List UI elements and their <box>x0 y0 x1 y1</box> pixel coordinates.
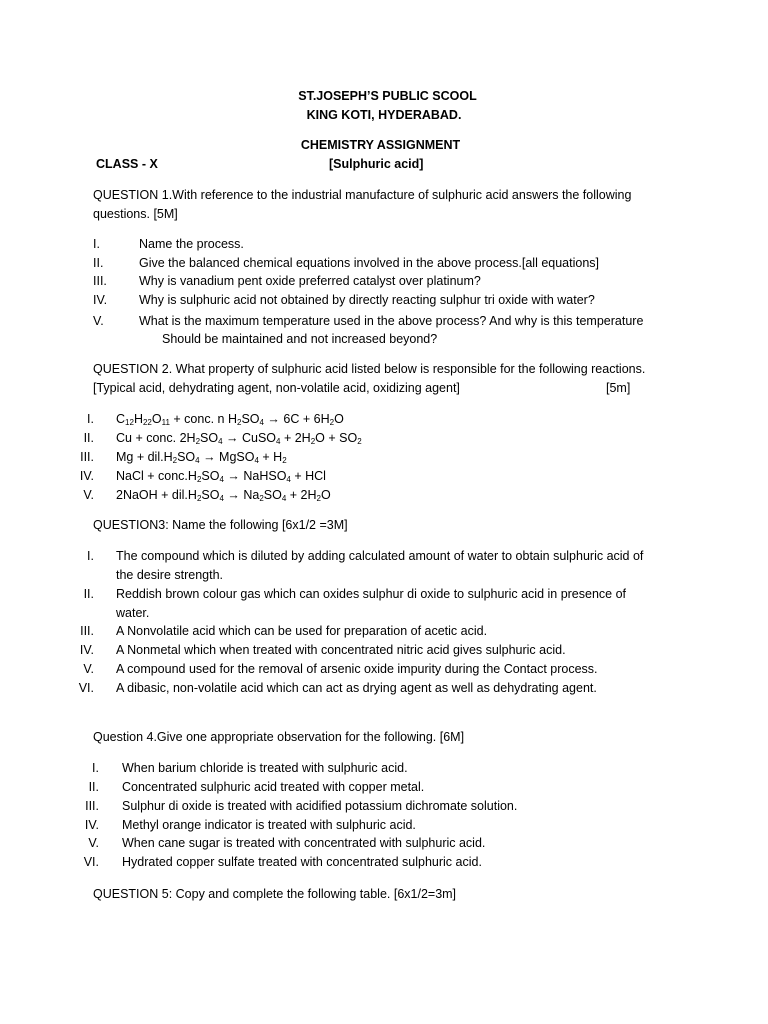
q1-item-num: V. <box>93 314 104 328</box>
class-label: CLASS - X <box>96 157 158 171</box>
reaction-equation: $Mg + dil.H_2SO_4$ → MgSO$_4$ + $H_2$ <box>116 450 287 465</box>
q1-item-text: Why is sulphuric acid not obtained by directly reacting sulphur tri oxide with water? <box>139 293 595 307</box>
q2-item-num: IV. <box>79 469 94 483</box>
question-2-title: QUESTION 2. What property of sulphuric acid listed below is responsible for the following reactions. <box>93 362 646 376</box>
q3-item-num: II. <box>83 587 94 601</box>
reaction-equation: Cu + conc. $2H_2SO_4$ → CuSO$_4$ + $2H_2O + SO_2$ <box>116 431 362 446</box>
q2-item-num: I. <box>87 412 94 426</box>
q3-item-text-cont: the desire strength. <box>116 568 224 582</box>
reaction-equation: NaCl + $conc.H_2SO_4$ → NaHSO$_4$ + HCl <box>116 469 326 484</box>
question-4-title: Question 4.Give one appropriate observation for the following. [6M] <box>93 730 465 744</box>
q4-item-text: When barium chloride is treated with sulphuric acid. <box>122 761 408 775</box>
q4-item-text: When cane sugar is treated with concentrated with sulphuric acid. <box>122 836 486 850</box>
q4-item-num: VI. <box>83 855 99 869</box>
q3-item-num: III. <box>80 624 94 638</box>
q1-item-num: I. <box>93 237 100 251</box>
reaction-equation: 2NaOH + $dil.H_2SO_4 \to Na_2SO_4 + 2H_2O$ <box>116 488 331 503</box>
q1-item-text: Name the process. <box>139 237 244 251</box>
question-5-title: QUESTION 5: Copy and complete the following table. [6x1/2=3m] <box>93 887 457 901</box>
q4-item-text: Sulphur di oxide is treated with acidified potassium dichromate solution. <box>122 799 518 813</box>
q3-item-num: IV. <box>79 643 94 657</box>
q1-item-num: II. <box>93 256 104 270</box>
question-3-title: QUESTION3: Name the following [6x1/2 =3M] <box>93 518 348 532</box>
topic-label: [Sulphuric acid] <box>329 157 424 171</box>
q4-item-text: Hydrated copper sulfate treated with concentrated sulphuric acid. <box>122 855 482 869</box>
q4-item-num: I. <box>92 761 99 775</box>
question-2-options: [Typical acid, dehydrating agent, non-volatile acid, oxidizing agent] <box>93 381 460 395</box>
question-1-title: QUESTION 1.With reference to the industrial manufacture of sulphuric acid answers the following questions. [5M] <box>93 188 632 221</box>
q2-item-num: II. <box>83 431 94 445</box>
q1-item-text-cont: Should be maintained and not increased beyond? <box>162 332 438 346</box>
school-location: KING KOTI, HYDERABAD. <box>306 108 462 122</box>
q1-item-text: Give the balanced chemical equations involved in the above process.[all equations] <box>139 256 600 270</box>
q1-item-text: Why is vanadium pent oxide preferred catalyst over platinum? <box>139 274 481 288</box>
q3-item-num: VI. <box>78 681 94 695</box>
q3-item-text: A Nonvolatile acid which can be used for preparation of acetic acid. <box>116 624 488 638</box>
q1-item-text: What is the maximum temperature used in the above process? And why is this temperature <box>139 314 644 328</box>
q3-item-num: V. <box>83 662 94 676</box>
q4-item-num: II. <box>88 780 99 794</box>
q4-item-num: V. <box>88 836 99 850</box>
q3-item-text: A Nonmetal which when treated with concentrated nitric acid gives sulphuric acid. <box>116 643 566 657</box>
q3-item-text: A compound used for the removal of arsenic oxide impurity during the Contact process. <box>116 662 598 676</box>
school-name: ST.JOSEPH’S PUBLIC SCOOL <box>298 89 477 103</box>
reaction-equation: $C_{12}H_{22}O_{11}$ + conc. n $H_2SO_4 \to 6C + 6H_2O$ <box>116 412 344 427</box>
q4-item-text: Concentrated sulphuric acid treated with copper metal. <box>122 780 425 794</box>
q4-item-text: Methyl orange indicator is treated with sulphuric acid. <box>122 818 416 832</box>
q2-item-num: III. <box>80 450 94 464</box>
assignment-title: CHEMISTRY ASSIGNMENT <box>300 138 461 152</box>
q3-item-text-cont: water. <box>116 606 150 620</box>
q4-item-num: III. <box>85 799 99 813</box>
q3-item-num: I. <box>87 549 94 563</box>
q4-item-num: IV. <box>84 818 99 832</box>
q2-item-num: V. <box>83 488 94 502</box>
q1-item-num: IV. <box>93 293 108 307</box>
question-2-marks: [5m] <box>606 381 631 395</box>
q3-item-text: Reddish brown colour gas which can oxides sulphur di oxide to sulphuric acid in presence of <box>116 587 627 601</box>
q3-item-text: A dibasic, non-volatile acid which can act as drying agent as well as dehydrating agent. <box>116 681 597 695</box>
q3-item-text: The compound which is diluted by adding calculated amount of water to obtain sulphuric acid of <box>116 549 644 563</box>
q1-item-num: III. <box>93 274 107 288</box>
